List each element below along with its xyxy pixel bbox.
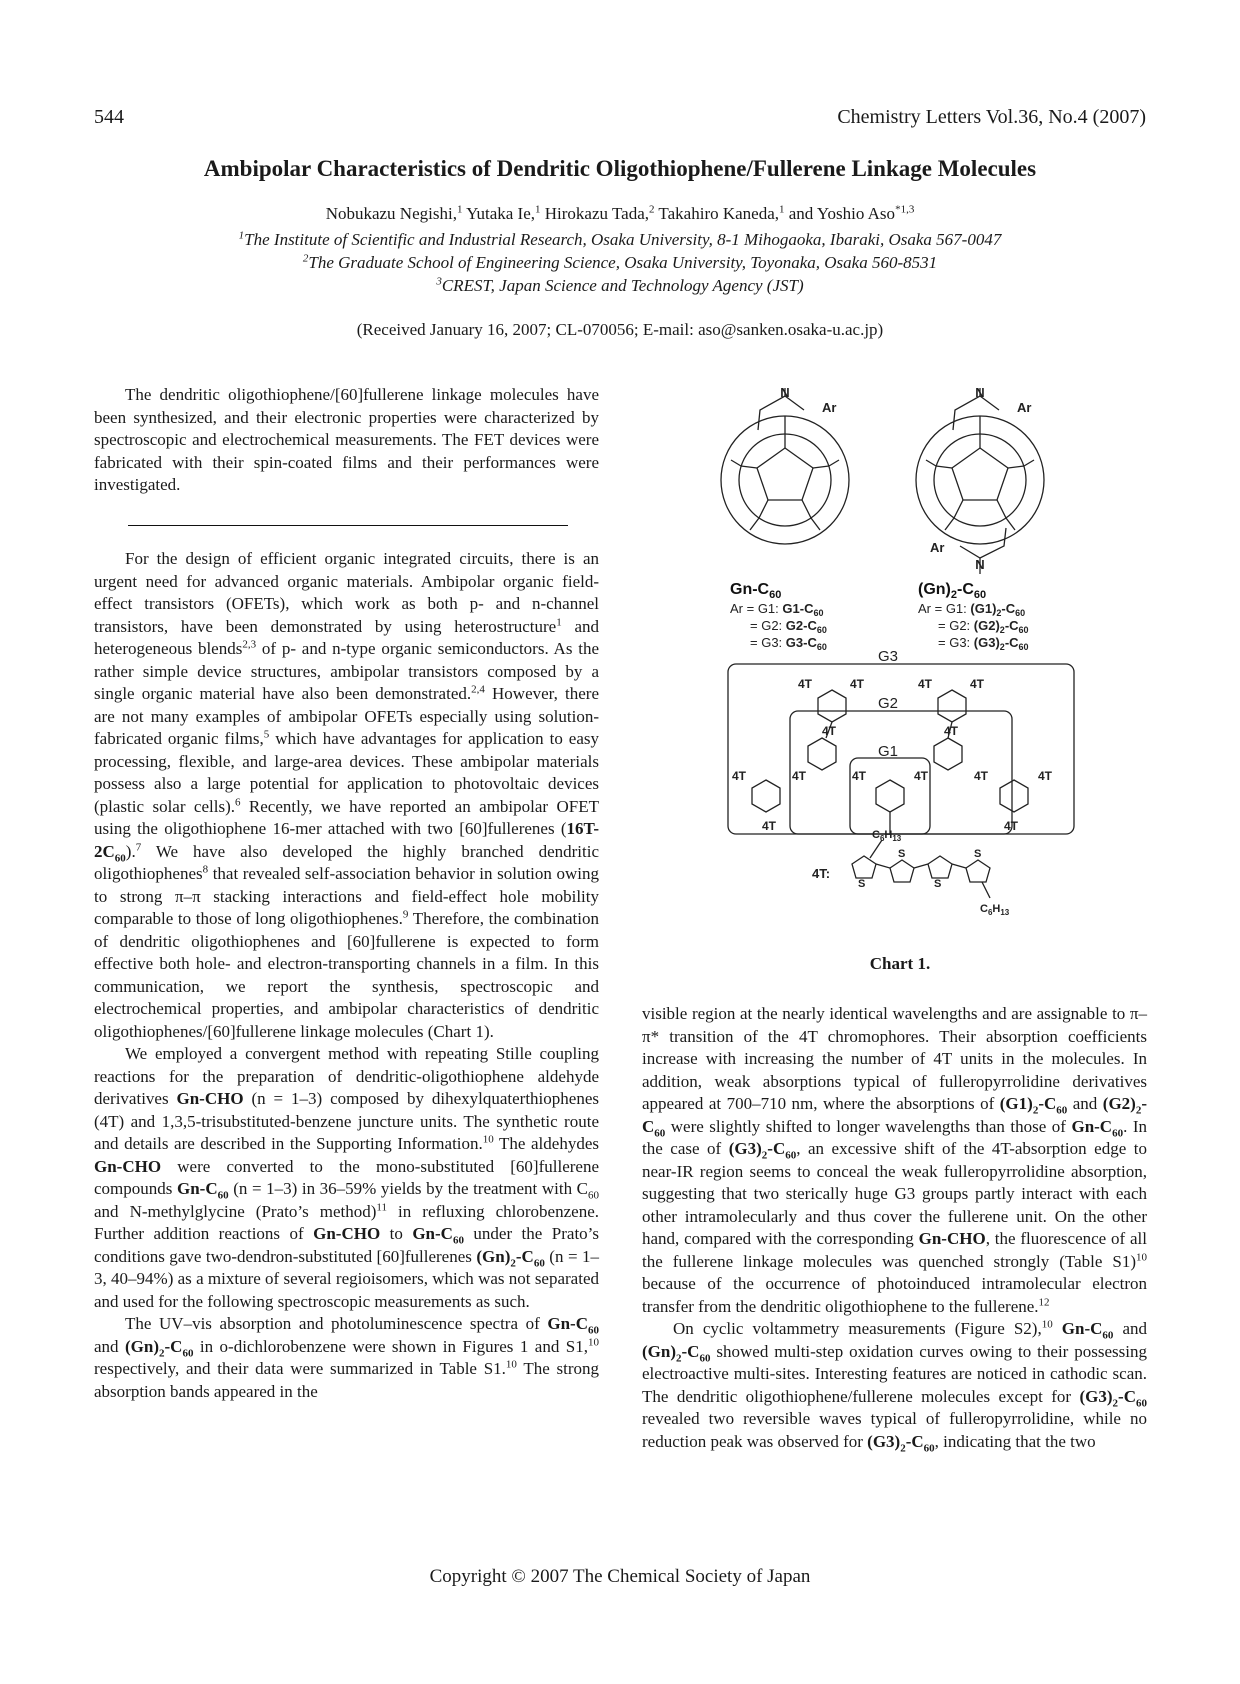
svg-text:4T: 4T — [850, 677, 865, 691]
copyright-footer: Copyright © 2007 The Chemical Society of Japan — [429, 1566, 811, 1587]
paragraph-absorption: visible region at the nearly identical wavelengths and are assignable to π–π* transition of the 4T chromophores. Their absorption coefficients increase with increasing the number of 4T units in the molecules. In addition, weak absorptions typical of fulleropyrrolidine derivatives appeared at 700–710 nm, where the absorptions of $(G1)_2-C_{60}$ and $(G2)_2-C_{60}$ were slightly shifted to longer wavelengths than those of $Gn-C_{60}$. In the case of $(G3)_2-C_{60}$, an excessive shift of the 4T-absorption edge to near-IR region seems to conceal the weak fulleropyrrolidine absorption, suggesting that two sterically huge G3 groups partly interact with each other intramolecularly and thus cover the fullerene unit. On the other hand, compared with the corresponding Gn-CHO, the fluorescence of all the fullerene linkage molecules was quenched strongly (Table S1)$^{10}$ because of the occurrence of photoinduced intramolecular electron transfer from the dendritic oligothiophene to the fullerene.$^{12}$ — [642, 1004, 1147, 1316]
paragraph-spectra: The UV–vis absorption and photoluminescence spectra of $Gn-C_{60}$ and $(Gn)_2-C_{60}$ in o-dichlorobenzene were shown in Figures 1 and S1,10 respectively, and their data were summarized in Table S1.10 The strong absorption bands appeared in the — [94, 1314, 599, 1401]
ar-label-right-top: Ar — [1017, 400, 1032, 415]
chart-caption: Chart 1. — [869, 954, 931, 973]
article-title: Ambipolar Characteristics of Dendritic Oligothiophene/Fullerene Linkage Molecules — [203, 156, 1037, 181]
abstract-divider — [128, 525, 568, 526]
affiliation-2: $^2$The Graduate School of Engineering Science, Osaka University, Toyonaka, Osaka 560-8531 — [302, 252, 938, 272]
paragraph-intro: For the design of efficient organic integrated circuits, there is an urgent need for advanced organic materials. Ambipolar organic field-effect transistors (OFETs), which work as both p- and n-channel transistors, have been demonstrated by using heterostructure$^1$ and heterogeneous blends$^{2,3}$ of p- and n-type organic semiconductors. As the rather simple device structures, ambipolar transistors composed by a single organic material have also been demonstrated.$^{2,4}$ However, there are not many examples of ambipolar OFETs especially using solution-fabricated organic films,$^5$ which have advantages for application to easy processing, flexible, and large-area devices. These ambipolar materials possess also a large potential for application to photovoltaic devices (plastic solar cells).$^6$ Recently, we have reported an ambipolar OFET using the oligothiophene 16-mer attached with two [60]fullerenes $(16T-2C_{60}).^7$ We have also developed the highly branched dendritic oligothiophenes$^8$ that revealed self-association behavior in solution owing to strong π–π stacking interactions and field-effect hole mobility comparable to those of long oligothiophenes.$^9$ Therefore, the combination of dendritic oligothiophenes and [60]fullerene is expected to form effective both hole- and electron-transporting channels in a film. In this communication, we report the synthesis, spectroscopic and electrochemical properties, and ambipolar characteristics of dendritic oligothiophenes/[60]fullerene linkage molecules (Chart 1). — [94, 549, 600, 1041]
left-ar-g1: Ar = G1: $G1-C_{60}$ — [730, 601, 824, 618]
right-ar-g3: = G3: $(G3)_2-C_{60}$ — [938, 635, 1029, 652]
received-line: (Received January 16, 2007; CL-070056; E-mail: aso@sanken.osaka-u.ac.jp) — [356, 320, 884, 339]
svg-text:4T: 4T — [732, 769, 747, 783]
svg-text:4T: 4T — [798, 677, 813, 691]
svg-text:4T: 4T — [1004, 819, 1019, 833]
sulfur-1: S — [858, 878, 866, 890]
n-label-left: N — [780, 388, 790, 400]
affiliation-1: $^1$The Institute of Scientific and Industrial Research, Osaka University, 8-1 Mihogaoka, Ibaraki, Osaka 567-0047 — [238, 229, 1002, 249]
n-label-right-top: N — [975, 388, 985, 400]
label-gn2-c60: $(Gn)_2-C_{60}$ — [918, 581, 987, 601]
left-ar-g2: = G2: $G2-C_{60}$ — [750, 618, 827, 635]
svg-text:4T: 4T — [852, 769, 867, 783]
paragraph-voltammetry: On cyclic voltammetry measurements (Figure S2),$^{10}$ $Gn-C_{60}$ and $(Gn)_2-C_{60}$ showed multi-step oxidation curves owing to their possessing electroactive multi-sites. Interesting features are noticed in cathodic scan. The dendritic oligothiophene/fullerene molecules except for $(G3)_2-C_{60}$ revealed two reversible waves typical of fulleropyrrolidine, while no reduction peak was observed for $(G3)_2-C_{60}$, indicating that the two — [642, 1318, 1147, 1454]
4t-definition-label: 4T: — [812, 866, 831, 881]
sulfur-4: S — [974, 848, 982, 860]
svg-text:4T: 4T — [1038, 769, 1053, 783]
page-number: 544 — [94, 106, 124, 128]
ar-label-right-bottom: Ar — [930, 540, 945, 555]
svg-text:4T: 4T — [914, 769, 929, 783]
svg-text:4T: 4T — [918, 677, 933, 691]
paragraph-synthesis: We employed a convergent method with repeating Stille coupling reactions for the preparation of dendritic-oligothiophene aldehyde derivatives Gn-CHO (n = 1–3) composed by dihexylquaterthiophenes (4T) and 1,3,5-trisubstituted-benzene juncture units. The synthetic route and details are described in the Supporting Information.$^{10}$ The aldehydes Gn-CHO were converted to the mono-substituted [60]fullerene compounds $Gn-C_{60}$ (n = 1–3) in 36–59% yields by the treatment with $C_{60}$ and N-methylglycine (Prato’s method)$^{11}$ in refluxing chlorobenzene. Further addition reactions of Gn-CHO to $Gn-C_{60}$ under the Prato’s conditions gave two-dendron-substituted [60]fullerenes $(Gn)_2-C_{60}$ (n = 1–3, 40–94%) as a mixture of several regioisomers, which was not separated and used for the following spectroscopic measurements as such. — [94, 1044, 600, 1311]
label-gn-c60: $Gn-C_{60}$ — [730, 581, 782, 601]
right-column-body — [642, 1003, 1147, 1453]
sulfur-3: S — [934, 878, 942, 890]
journal-reference: Chemistry Letters Vol.36, No.4 (2007) — [837, 106, 1146, 128]
label-g1: G1 — [878, 743, 899, 760]
sulfur-2: S — [898, 848, 906, 860]
affiliation-3: $^3$CREST, Japan Science and Technology Agency (JST) — [436, 275, 804, 295]
left-ar-g3: = G3: $G3-C_{60}$ — [750, 635, 827, 652]
chart-1-figure — [700, 388, 1100, 953]
author-list: Nobukazu Negishi,$^1$ Yutaka Ie,$^1$ Hirokazu Tada,$^2$ Takahiro Kaneda,$^1$ and Yoshio Aso$^{*1,3}$ — [325, 203, 915, 223]
right-ar-g2: = G2: $(G2)_2-C_{60}$ — [938, 618, 1029, 635]
label-g3: G3 — [878, 648, 899, 665]
svg-text:4T: 4T — [974, 769, 989, 783]
n-label-right-bottom: N — [975, 557, 985, 572]
label-g2: G2 — [878, 695, 899, 712]
hexyl-top: $C_6H_{13}$ — [872, 829, 902, 843]
right-ar-g1: Ar = G1: $(G1)_2-C_{60}$ — [918, 601, 1026, 618]
svg-text:4T: 4T — [944, 724, 959, 738]
abstract: The dendritic oligothiophene/[60]fullerene linkage molecules have been synthesized, and their electronic properties were characterized by spectroscopic and electrochemical measurements. The FET devices were fabricated with their spin-coated films and their performances were investigated. — [94, 385, 599, 494]
quaterthiophene-icon — [852, 840, 990, 898]
left-column-body — [94, 548, 599, 1403]
svg-text:4T: 4T — [970, 677, 985, 691]
g3-box — [728, 664, 1074, 834]
hexyl-bottom: $C_6H_{13}$ — [980, 903, 1010, 917]
svg-text:4T: 4T — [762, 819, 777, 833]
ar-label-left: Ar — [822, 400, 837, 415]
svg-text:4T: 4T — [822, 724, 837, 738]
svg-text:4T: 4T — [792, 769, 807, 783]
